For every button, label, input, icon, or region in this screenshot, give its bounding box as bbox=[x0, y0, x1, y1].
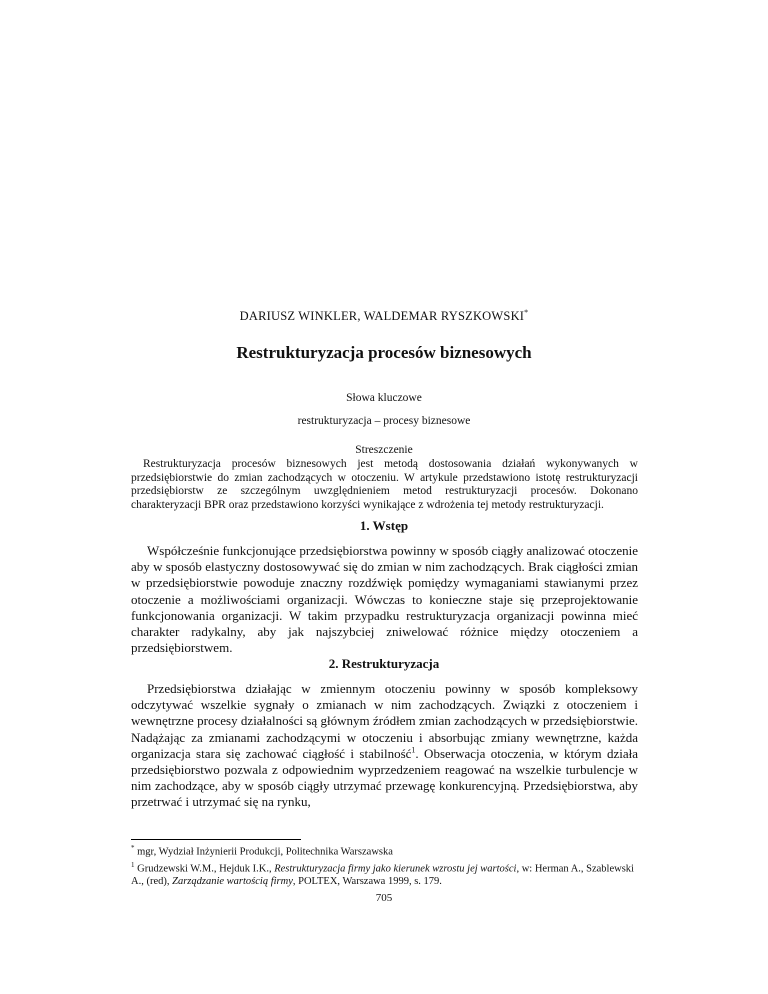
section-2-heading: 2. Restrukturyzacja bbox=[328, 656, 440, 671]
footnote-ref-1[interactable]: 1 bbox=[411, 745, 416, 755]
section-2-text-b: . Obserwacja otoczenia, w którym działa przedsiębiorstwo pozwala z odpowiednim wyprzedzeniem reagować na wszelkie turbulencje w nim zachodzące, aby w sposób ciągły utrzymać przewagę konkurencyjną. Przedsiębiorstwa, aby przetrwać i utrzymać się na rynku, bbox=[131, 745, 638, 810]
footnote-1-book: Zarządzanie wartością firmy bbox=[172, 876, 293, 887]
section-2-paragraph bbox=[131, 681, 638, 811]
abstract-text: Restrukturyzacja procesów biznesowych jest metodą dostosowania działań wykonywanych w przedsiębiorstwie do zmian zachodzących w otoczeniu. W artykule przedstawiono istotę restrukturyzacji przedsiębiorstw ze szczególnym uwzględnieniem metod restrukturyzacji procesów. Dokonano charakteryzacji BPR oraz przedstawiono korzyści wynikające z wdrożenia tej metody restrukturyzacji. bbox=[131, 458, 638, 511]
footnote-star-mark: * bbox=[131, 844, 135, 852]
author-footnote-mark: * bbox=[524, 308, 529, 317]
keywords-text: restrukturyzacja – procesy biznesowe bbox=[297, 415, 471, 427]
footnote-1-mark: 1 bbox=[131, 861, 135, 869]
footnote-1-editors: , w: Herman A., Szablewski A., (red), bbox=[131, 863, 634, 887]
section-2-body bbox=[131, 681, 638, 811]
section-1-paragraph: Współcześnie funkcjonujące przedsiębiorstwa powinny w sposób ciągły analizować otoczenie aby w sposób elastyczny dostosowywać się do zmian w nim zachodzących. Brak ciągłości zmian w przedsiębiorstwie powoduje znaczny rozdźwięk pomiędzy wymaganiami stawianymi przez otoczenie a możliwościami organizacji. Wówczas to konieczne staje się przeprojektowanie funkcjonowania organizacji. W takim przypadku restrukturyzacja organizacji powinna mieć charakter radykalny, aby jak najszybciej zniwelować różnice między otoczeniem a przedsiębiorstwem. bbox=[131, 543, 638, 656]
authors-line bbox=[0, 308, 768, 324]
footnote-1-authors: Grudzewski W.M., Hejduk I.K., bbox=[137, 863, 275, 875]
footnotes bbox=[131, 842, 638, 889]
keywords-heading: Słowa kluczowe bbox=[346, 392, 422, 404]
authors: DARIUSZ WINKLER, WALDEMAR RYSZKOWSKI bbox=[239, 309, 525, 324]
page-number: 705 bbox=[375, 892, 393, 904]
footnote-1 bbox=[131, 859, 638, 889]
paper-title: Restrukturyzacja procesów biznesowych bbox=[236, 343, 532, 362]
footnote-1-publisher: , POLTEX, Warszawa 1999, s. 179. bbox=[292, 876, 442, 887]
abstract-heading: Streszczenie bbox=[355, 444, 413, 456]
section-2-text-a: Przedsiębiorstwa działając w zmiennym otoczeniu powinny w sposób kompleksowy odczytywać wszelkie sygnały o zmianach w nim zachodzących. Związki z otoczeniem i wewnętrzne procesy działalności są głównym źródłem zmian zachodzących w przedsiębiorstwie. Nadążając za zmianami zachodzącymi w otoczeniu i absorbując zmiany wewnętrzne, każda organizacja stara się zachować ciągłość i stabilność bbox=[131, 681, 638, 761]
footnote-divider bbox=[131, 839, 301, 840]
abstract-body bbox=[131, 458, 638, 512]
section-1-body bbox=[131, 543, 638, 656]
footnote-star-text: mgr, Wydział Inżynierii Produkcji, Politechnika Warszawska bbox=[137, 846, 393, 858]
section-1-heading: 1. Wstęp bbox=[359, 518, 409, 533]
footnote-1-title: Restrukturyzacja firmy jako kierunek wzrostu jej wartości bbox=[274, 863, 517, 875]
footnote-star bbox=[131, 842, 638, 859]
